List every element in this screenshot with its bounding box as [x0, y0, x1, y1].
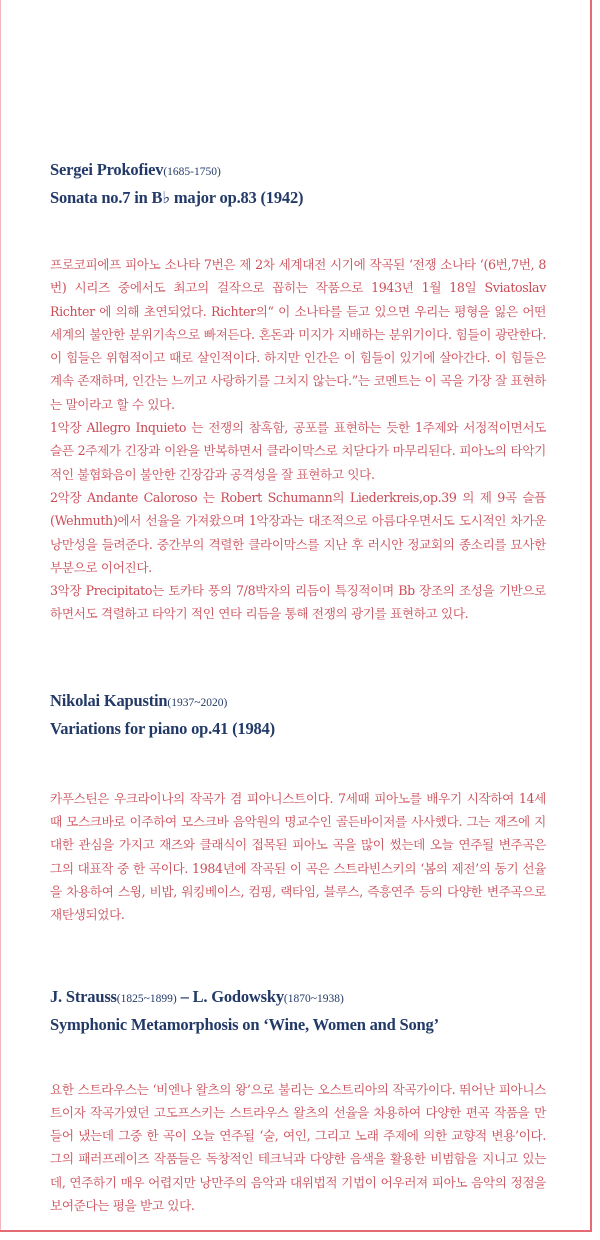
composer-name: Nikolai Kapustin	[50, 690, 168, 710]
section-kapustin	[50, 688, 546, 927]
section-prokofiev	[50, 157, 546, 626]
paragraph: 카푸스틴은 우크라이나의 작곡가 겸 피아니스트이다. 7세때 피아노를 배우기 시작하여 14세때 모스크바로 이주하여 모스크바 음악원의 명교수인 골든바이저를 사사했다. 그는 재즈에 지대한 관심을 가지고 재즈와 클래식이 접목된 피아노 곡을 많이 썼는데 오늘 연주될 변주곡은 그의 대표작 중 한 곡이다. 1984년에 작곡된 이 곡은 스트라빈스키의 ‘봄의 제전’의 동기 선율을 차용하여 스윙, 비밥, 워킹베이스, 컴핑, 랙타임, 블루스, 즉흥연주 등의 다양한 변주곡으로 재탄생되었다.	[50, 790, 546, 923]
composer-years: (1937~2020)	[167, 696, 228, 709]
composer-heading	[50, 984, 546, 1012]
paragraph: 프로코피에프 피아노 소나타 7번은 제 2차 세계대전 시기에 작곡된 ‘전쟁 소나타 ‘(6번,7번, 8번) 시리즈 중에서도 최고의 걸작으로 꼽히는 작품으로 1943년 1월 18일 Sviatoslav Richter 에 의해 초연되었다. Richter의“ 이 소나타를 듣고 있으면 우리는 평형을 잃은 어떤 세계의 불안한 분위기속으로 빠져든다. 혼돈과 미지가 지배하는 분위기이다. 힘들이 광란한다. 이 힘들은 위협적이고 때로 살인적이다. 하지만 인간은 이 힘들이 있기에 살아간다. 이 힘들은 계속 존재하며, 인간는 느끼고 사랑하기를 그치지 않는다.”는 코멘트는 이 곡을 가장 잘 표현하는 말이라고 할 수 있다.	[50, 257, 546, 412]
section-body	[50, 253, 546, 626]
paragraph: 3악장 Precipitato는 토카타 풍의 7/8박자의 리듬이 특징적이며 Bb 장조의 조성을 기반으로 하면서도 격렬하고 타악기 적인 연타 리듬을 통해 전쟁의 광기를 표현하고 있다.	[50, 583, 546, 622]
work-title: Sonata no.7 in B♭ major op.83 (1942)	[50, 188, 304, 207]
composer-years: (1685-1750)	[163, 166, 221, 178]
paragraph: 요한 스트라우스는 ‘비엔나 왈츠의 왕’으로 불리는 오스트리아의 작곡가이다. 뛰어난 피아니스트이자 작곡가였던 고도프스키는 스트라우스 왈츠의 선율을 차용하여 다양한 편곡 작품을 만들어 냈는데 그중 한 곡이 오늘 연주될 ‘술, 여인, 그리고 노래 주제에 의한 교향적 변용’이다. 그의 패러프레이즈 작품들은 독창적인 테크닉과 다양한 음색을 활용한 비범함을 지니고 있는데, 연주하기 매우 어렵지만 낭만주의 음악과 대위법적 기법이 어우러져 피아노 음악의 정점을 보여준다는 평을 받고 있다.	[50, 1081, 546, 1214]
composer-years: (1825~1899)	[116, 992, 177, 1005]
composer-name: Sergei Prokofiev	[50, 160, 164, 179]
composer-years-2: (1870~1938)	[283, 992, 344, 1005]
paragraph: 2악장 Andante Caloroso 는 Robert Schumann의 Liederkreis,op.39 의 제 9곡 슬픔 (Wehmuth)에서 선율을 가져왔으며 1악장과는 대조적으로 아름다우면서도 도시적인 차가운 낭만성을 들려준다. 중간부의 격렬한 클라이막스를 지난 후 러시안 정교회의 종소리를 묘사한 부분으로 이어진다.	[50, 489, 546, 575]
composer-heading	[50, 688, 546, 716]
composer-name: J. Strauss	[50, 986, 117, 1006]
section-body	[50, 787, 546, 927]
program-notes	[50, 157, 546, 1217]
section-body	[50, 1078, 546, 1218]
work-title: Variations for piano op.41 (1984)	[50, 718, 275, 738]
section-strauss-godowsky	[50, 984, 546, 1218]
composer-heading	[50, 157, 546, 185]
composer-separator: –	[176, 986, 193, 1006]
work-title: Symphonic Metamorphosis on ‘Wine, Women and Song’	[50, 1014, 439, 1034]
composer-name-2: L. Godowsky	[192, 986, 284, 1006]
paragraph: 1악장 Allegro Inquieto 는 전쟁의 참혹함, 공포를 표현하는 듯한 1주제와 서정적이면서도 슬픈 2주제가 긴장과 이완을 반복하면서 클라이막스로 치닫다가 마무리된다. 피아노의 타악기적인 불협화음이 불안한 긴장감과 공격성을 잘 표현하고 잇다.	[50, 420, 546, 482]
